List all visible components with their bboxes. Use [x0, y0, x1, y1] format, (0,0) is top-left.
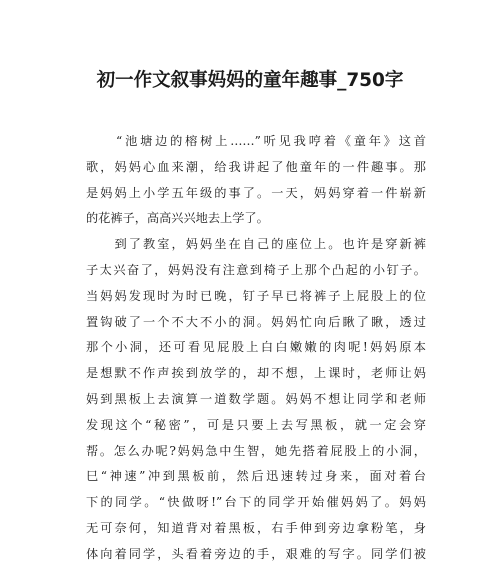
text-line: 发现这个“秘密”，可是只要上去写黑板，就一定会穿	[86, 417, 426, 432]
text-line: 的花裤子，高高兴兴地去上学了。	[86, 211, 269, 226]
text-line: 歌，妈妈心血来潮，给我讲起了他童年的一件趣事。那	[86, 159, 426, 174]
text-line: 是想默不作声挨到放学的，却不想，上课时，老师让妈	[86, 366, 426, 381]
text-line: 子太兴奋了，妈妈没有注意到椅子上那个凸起的小钉子。	[86, 262, 426, 277]
text-line: 置钩破了一个不大不小的洞。妈妈忙向后瞅了瞅，透过	[86, 314, 426, 329]
text-line: 当妈妈发现时为时已晚，钉子早已将裤子上屁股上的位	[86, 288, 426, 303]
article-title: 初一作文叙事妈妈的童年趣事_750字	[96, 70, 404, 91]
text-line: 巳“神速”冲到黑板前，然后迅速转过身来，面对着台	[86, 469, 426, 484]
text-line: 是妈妈上小学五年级的事了。一天，妈妈穿着一件崭新	[86, 185, 426, 200]
text-line: 无可奈何，知道背对着黑板，右手伸到旁边拿粉笔，身	[86, 520, 426, 535]
article-body	[86, 129, 426, 568]
text-line: 妈到黑板上去演算一道数学题。妈妈不想让同学和老师	[86, 391, 426, 406]
text-line: 体向着同学，头看着旁边的手，艰难的写字。同学们被	[86, 546, 426, 561]
text-line: 下的同学。“快做呀!”台下的同学开始催妈妈了。妈妈	[86, 495, 426, 510]
text-line: “池塘边的榕树上……”听见我哼着《童年》这首	[86, 134, 426, 148]
text-line: 那个小洞，还可看见屁股上白白嫩嫩的肉呢!妈妈原本	[86, 340, 426, 355]
text-line: 帮。怎么办呢?妈妈急中生智，她先搭着屁股上的小洞，	[86, 443, 426, 458]
text-line: 到了教室，妈妈坐在自己的座位上。也许是穿新裤	[86, 237, 426, 252]
